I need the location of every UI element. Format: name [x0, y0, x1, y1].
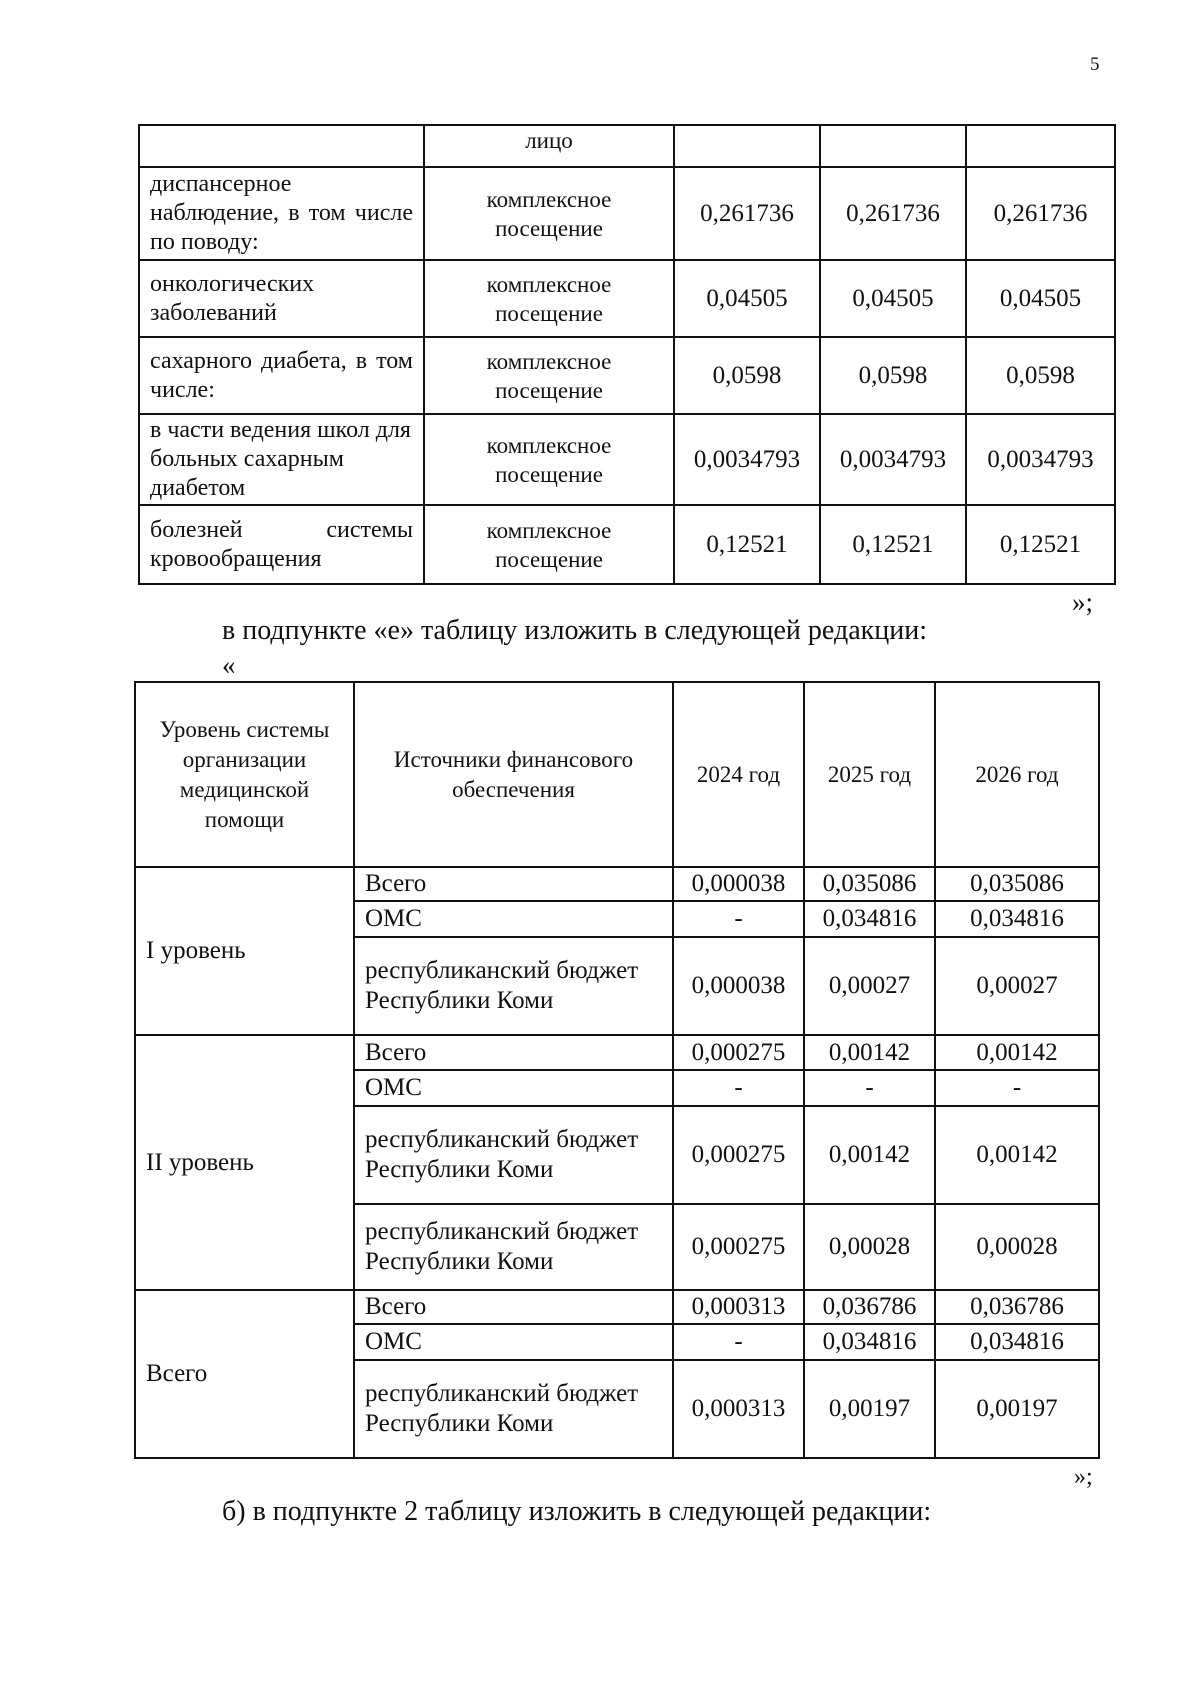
source-cell: республиканский бюджет Республики Коми — [354, 1360, 673, 1458]
value-2024-cell: 0,000313 — [673, 1290, 804, 1324]
source-cell: республиканский бюджет Республики Коми — [354, 1204, 673, 1290]
value-2024-cell: 0,261736 — [674, 167, 820, 260]
opening-quote: « — [222, 650, 236, 680]
value-2025-cell: 0,12521 — [820, 505, 966, 584]
page-number: 5 — [1090, 54, 1100, 75]
source-cell: республиканский бюджет Республики Коми — [354, 1106, 673, 1204]
value-2025-cell: 0,035086 — [804, 867, 935, 901]
value-2024-cell: 0,000313 — [673, 1360, 804, 1458]
table-row — [135, 1290, 1099, 1324]
value-2024-cell: - — [673, 1070, 804, 1106]
unit-cell: комплексное посещение — [424, 337, 674, 414]
value-2024-cell: 0,000275 — [673, 1204, 804, 1290]
paragraph-e: в подпункте «е» таблицу изложить в следующей редакции: — [222, 615, 927, 646]
care-type-cell: в части ведения школ для больных сахарным диабетом — [139, 414, 424, 505]
value-2025-cell: 0,00142 — [804, 1106, 935, 1204]
source-cell: ОМС — [354, 1324, 673, 1360]
value-2026-cell: 0,035086 — [935, 867, 1099, 901]
value-2025-cell: 0,036786 — [804, 1290, 935, 1324]
source-cell: Всего — [354, 867, 673, 901]
header-2026: 2026 год — [935, 682, 1099, 867]
table-header-row — [135, 682, 1099, 867]
value-2025-cell: 0,04505 — [820, 260, 966, 337]
value-2024-cell — [674, 125, 820, 167]
unit-cell: комплексное посещение — [424, 505, 674, 584]
value-2026-cell — [966, 125, 1115, 167]
value-2026-cell: 0,00142 — [935, 1035, 1099, 1070]
source-cell: ОМС — [354, 901, 673, 937]
value-2026-cell: 0,0598 — [966, 337, 1115, 414]
value-2024-cell: 0,04505 — [674, 260, 820, 337]
value-2024-cell: 0,000038 — [673, 937, 804, 1035]
value-2026-cell: 0,04505 — [966, 260, 1115, 337]
indicator-table — [138, 124, 1116, 585]
header-source: Источники финансового обеспечения — [354, 682, 673, 867]
source-cell: Всего — [354, 1035, 673, 1070]
value-2025-cell: - — [804, 1070, 935, 1106]
financing-table — [134, 681, 1100, 1459]
value-2025-cell: 0,261736 — [820, 167, 966, 260]
value-2026-cell: 0,00028 — [935, 1204, 1099, 1290]
value-2026-cell: 0,036786 — [935, 1290, 1099, 1324]
care-type-cell: болезней системы кровообращения — [139, 505, 424, 584]
value-2024-cell: 0,000275 — [673, 1035, 804, 1070]
value-2024-cell: 0,12521 — [674, 505, 820, 584]
table-row — [139, 337, 1115, 414]
value-2026-cell: 0,00027 — [935, 937, 1099, 1035]
closing-quote-1: »; — [1072, 587, 1094, 617]
value-2026-cell: - — [935, 1070, 1099, 1106]
value-2025-cell: 0,00028 — [804, 1204, 935, 1290]
value-2024-cell: 0,000275 — [673, 1106, 804, 1204]
value-2025-cell: 0,034816 — [804, 901, 935, 937]
value-2026-cell: 0,12521 — [966, 505, 1115, 584]
source-cell: ОМС — [354, 1070, 673, 1106]
level-cell: II уровень — [135, 1035, 354, 1290]
value-2025-cell: 0,00027 — [804, 937, 935, 1035]
value-2026-cell: 0,00142 — [935, 1106, 1099, 1204]
table-row — [139, 260, 1115, 337]
value-2026-cell: 0,034816 — [935, 901, 1099, 937]
care-type-cell — [139, 125, 424, 167]
care-type-cell: диспансерное наблюдение, в том числе по поводу: — [139, 167, 424, 260]
value-2025-cell: 0,0034793 — [820, 414, 966, 505]
header-2025: 2025 год — [804, 682, 935, 867]
value-2024-cell: - — [673, 901, 804, 937]
unit-cell: комплексное посещение — [424, 260, 674, 337]
care-type-cell: онкологических заболеваний — [139, 260, 424, 337]
unit-cell: комплексное посещение — [424, 414, 674, 505]
value-2025-cell: 0,034816 — [804, 1324, 935, 1360]
value-2025-cell: 0,0598 — [820, 337, 966, 414]
value-2024-cell: - — [673, 1324, 804, 1360]
source-cell: Всего — [354, 1290, 673, 1324]
closing-quote-2: »; — [1074, 1464, 1093, 1490]
value-2024-cell: 0,000038 — [673, 867, 804, 901]
level-cell: Всего — [135, 1290, 354, 1458]
care-type-cell: сахарного диабета, в том числе: — [139, 337, 424, 414]
table-row — [139, 414, 1115, 505]
value-2026-cell: 0,00197 — [935, 1360, 1099, 1458]
value-2026-cell: 0,034816 — [935, 1324, 1099, 1360]
table-row — [139, 125, 1115, 167]
table-row — [139, 505, 1115, 584]
header-2024: 2024 год — [673, 682, 804, 867]
table-row — [135, 867, 1099, 901]
value-2024-cell: 0,0034793 — [674, 414, 820, 505]
table-row — [135, 1035, 1099, 1070]
value-2026-cell: 0,261736 — [966, 167, 1115, 260]
value-2025-cell — [820, 125, 966, 167]
header-level: Уровень системы организации медицинской помощи — [135, 682, 354, 867]
value-2024-cell: 0,0598 — [674, 337, 820, 414]
source-cell: республиканский бюджет Республики Коми — [354, 937, 673, 1035]
value-2025-cell: 0,00197 — [804, 1360, 935, 1458]
value-2026-cell: 0,0034793 — [966, 414, 1115, 505]
level-cell: I уровень — [135, 867, 354, 1035]
table-row — [139, 167, 1115, 260]
unit-cell: комплексное посещение — [424, 167, 674, 260]
value-2025-cell: 0,00142 — [804, 1035, 935, 1070]
paragraph-b: б) в подпункте 2 таблицу изложить в следующей редакции: — [222, 1496, 932, 1527]
unit-cell: лицо — [424, 125, 674, 167]
